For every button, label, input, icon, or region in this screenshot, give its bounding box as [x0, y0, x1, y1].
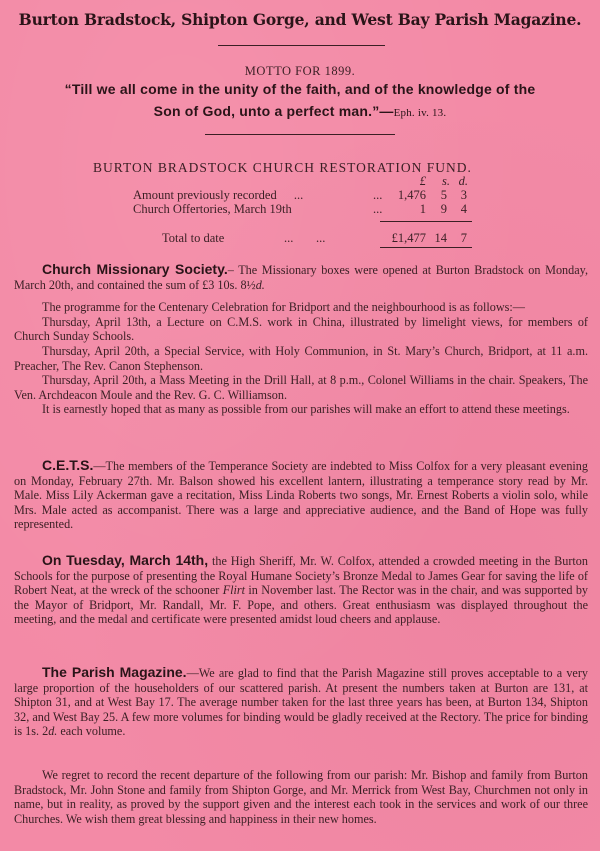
fund-row-label: Church Offertories, March 19th: [133, 202, 292, 216]
fund-row: Amount previously recorded ...: [133, 188, 304, 202]
fund-row-label: Amount previously recorded: [133, 188, 277, 202]
medal-section: On Tuesday, March 14th, the High Sheriff, Mr. W. Colfox, attended a crowded meeting in the Burton Schools for the purpose of presenting the Royal Humane Society’s Bronze Medal to James Gear for saving the life of Robert Neat, at the wreck of the schooner Flirt in November last. The Rector was in the chair, and was supported by the Mayor of Bridport, Mr. Randall, Mr. F. Pope, and others. Great enthusiasm was displayed throughout the meeting, and the medal and certificate were presented amidst loud cheers and applause.: [14, 552, 589, 627]
fund-total-pence: 7: [460, 231, 467, 245]
col-pence-header: d.: [458, 174, 468, 188]
cms-text: – The Missionary boxes were opened at Burton Bradstock on Monday, March 20th, and contained the sum of £3 10s. 8½: [14, 263, 588, 292]
cms-event: Thursday, April 20th, a Mass Meeting in the Drill Hall, at 8 p.m., Colonel Williams in the chair. Speakers, The Ven. Archdeacon Moule and the Rev. G. C. Williamson.: [14, 373, 588, 402]
cets-heading: C.E.T.S.: [42, 457, 94, 473]
fund-table: £ s. d. Amount previously recorded ... ... 1,476 5 3 Church Offertories, March 19th ... 1 9 4 Total to date ... ... £1,477 14 7: [0, 174, 600, 254]
fund-total-shillings: 14: [434, 231, 447, 245]
fund-row-shillings: 9: [440, 202, 447, 216]
masthead-title: Burton Bradstock, Shipton Gorge, and West Bay Parish Magazine.: [18, 10, 582, 29]
cms-event: Thursday, April 13th, a Lecture on C.M.S. work in China, illustrated by limelight views, for members of Church Sunday Schools.: [14, 314, 588, 344]
fund-title: BURTON BRADSTOCK CHURCH RESTORATION FUND.: [93, 160, 472, 175]
masthead-divider: [218, 45, 385, 46]
cms-heading: Church Missionary Society.: [42, 261, 228, 277]
ship-name: Flirt: [222, 583, 246, 598]
fund-row-pounds: 1: [419, 202, 426, 216]
magazine-section: The Parish Magazine.—We are glad to find that the Parish Magazine still proves acceptable to a very large proportion of the householders of our scattered parish. At present the numbers taken at Burton are 131, at Shipton 31, and at West Bay 17. The average number taken for the last three years has been, at Burton 134, Shipton 32, and West Bay 25. A few more volumes for binding would be gladly received at the Rectory. The price for binding is 1s. 2d. each volume.: [14, 664, 588, 739]
fund-total-pounds: £1,477: [391, 231, 426, 245]
motto-reference: Eph. iv. 13.: [393, 107, 447, 119]
fund-row: [133, 202, 292, 217]
cms-programme-intro: The programme for the Centenary Celebration for Bridport and the neighbourhood is as follows:—: [42, 300, 525, 315]
fund-row-pounds: 1,476: [397, 188, 426, 202]
motto-divider: [205, 134, 395, 135]
medal-heading: On Tuesday, March 14th,: [42, 552, 209, 568]
fund-row-pence: 3: [460, 188, 467, 202]
motto-heading: MOTTO FOR 1899.: [244, 64, 356, 78]
cets-text: —The members of the Temperance Society are indebted to Miss Colfox for a very pleasant evening on Monday, February 27th. Mr. Balson showed his excellent lantern, illustrating a temperance story read by Mr. Male. Miss Lily Ackerman gave a recitation, Miss Linda Roberts two songs, Mr. Ernest Roberts a violin solo, while Mrs. Male acted as accompanist. There was a large and appreciative audience, and the Band of Hope was fully represented.: [14, 459, 588, 532]
departure-text: We regret to record the recent departure of the following from our parish: Mr. Bishop and family from Burton Bradstock, Mr. John Stone and family from Shipton Gorge, and Mr. Merrick from West Bay, Churchmen not only in name, but in reality, as proved by the support given and the interest each took in the services and work of our three Churches. We wish them great blessing and happiness in their new homes.: [14, 768, 588, 826]
magazine-heading: The Parish Magazine.: [42, 664, 187, 680]
sum-rule: [380, 221, 472, 222]
motto-line-2: [0, 103, 600, 119]
cms-event: Thursday, April 20th, a Special Service, with Holy Communion, in St. Mary’s Church, Bridport, at 11 a.m. Preacher, The Rev. Canon Stephenson.: [14, 343, 588, 373]
motto-line-1: “Till we all come in the unity of the faith, and of the knowledge of the: [64, 81, 536, 97]
cets-section: [14, 458, 588, 532]
col-shillings-header: s.: [442, 174, 450, 188]
cms-closing: It is earnestly hoped that as many as possible from our parishes will make an effort to attend these meetings.: [42, 402, 570, 417]
total-rule: [380, 247, 472, 248]
cms-section: Church Missionary Society.– The Missionary boxes were opened at Burton Bradstock on Monday, March 20th, and contained the sum of £3 10s. 8½d. The programme for the Centenary Celebration for Bridport and the neighbourhood is as follows:— Thursday, April 13th, a Lecture on C.M.S. work in China, illustrated by limelight views, for members of Church Sunday Schools. Thursday, April 20th, a Special Service, with Holy Communion, in St. Mary’s Church, Bridport, at 11 a.m. Preacher, The Rev. Canon Stephenson. Thursday, April 20th, a Mass Meeting in the Drill Hall, at 8 p.m., Colonel Williams in the chair. Speakers, The Ven. Archdeacon Moule and the Rev. G. C. Williamson. It is earnestly hoped that as many as possible from our parishes will make an effort to attend these meetings.: [14, 261, 588, 417]
motto-line-2-text: Son of God, unto a perfect man.”—: [153, 103, 394, 119]
fund-total-label: Total to date: [162, 231, 225, 245]
fund-row-pence: 4: [460, 202, 467, 216]
fund-row-shillings: 5: [440, 188, 447, 202]
col-pounds-header: £: [419, 174, 426, 188]
departure-section: [14, 768, 588, 826]
fund-total-row: [162, 231, 224, 246]
